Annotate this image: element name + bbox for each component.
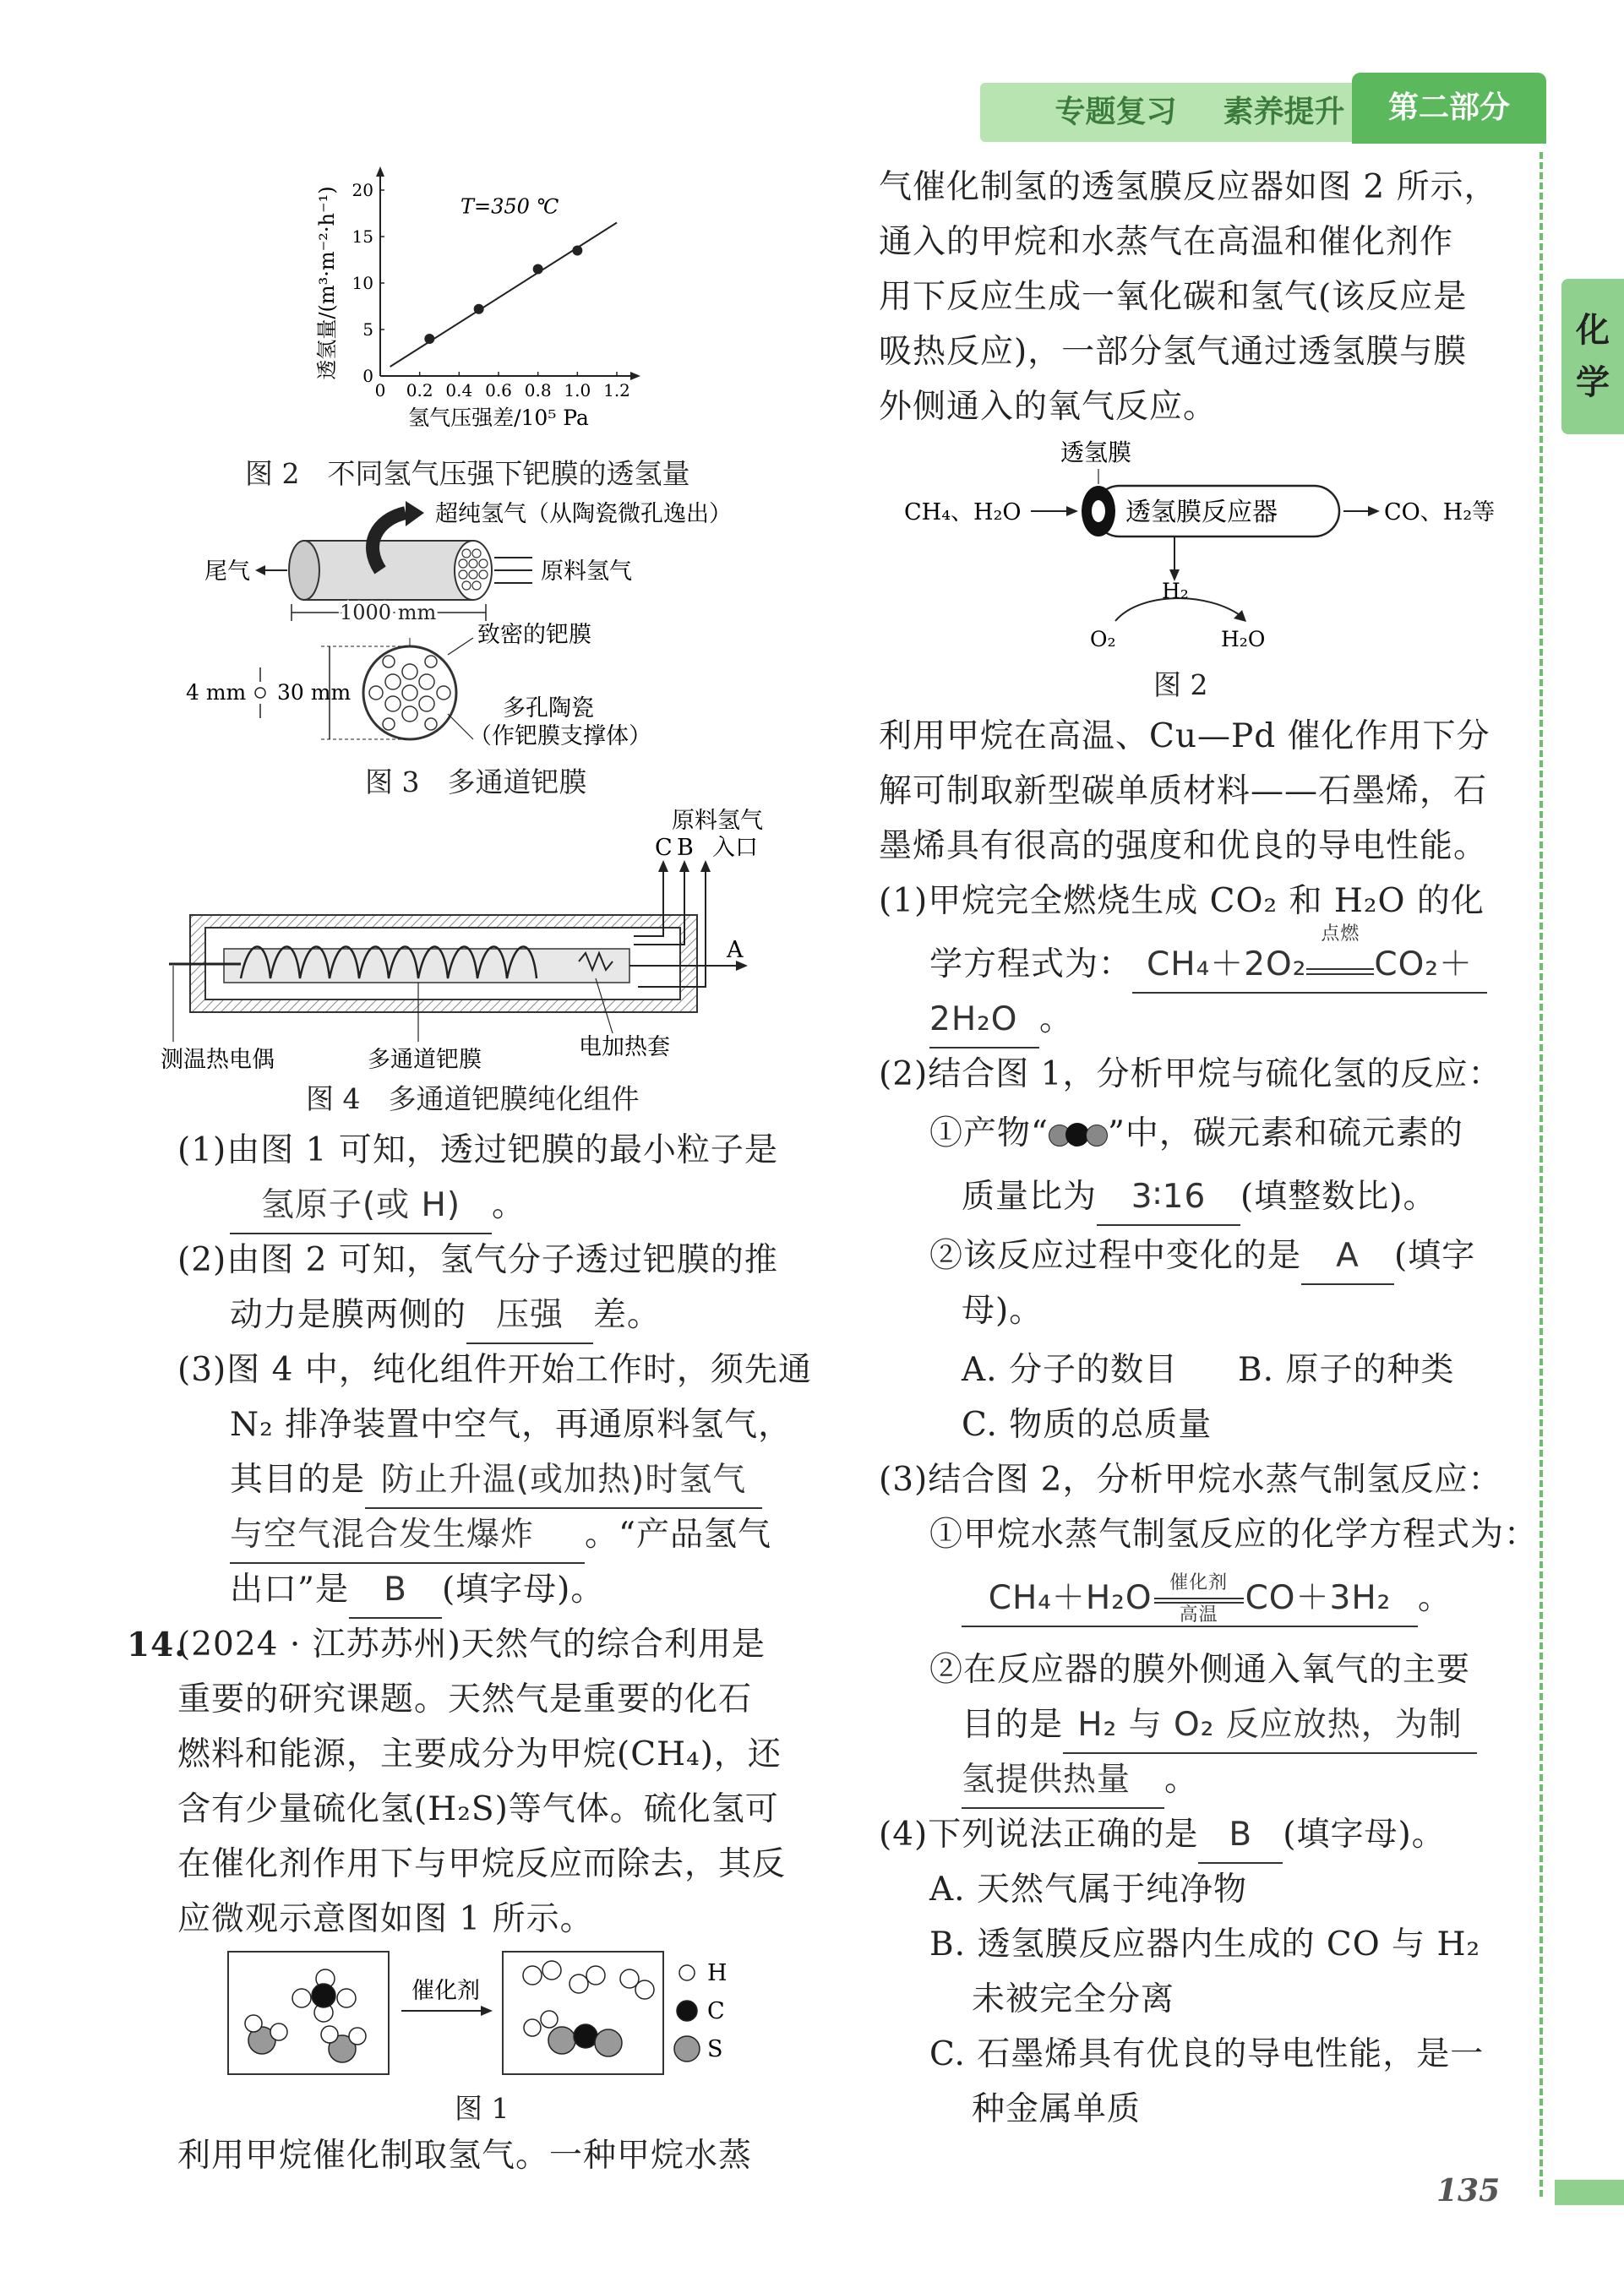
q14-part4-end: (填字母)。 [1283,1816,1446,1854]
q14-part4-answer: B [1198,1808,1283,1864]
fig1-before-box [228,1952,389,2074]
q14-right-line5: 外侧通入的氧气反应。 [879,388,1218,426]
fig4-label-raw-inlet2: 入口 [712,835,758,861]
fig1-caption: 图 1 [455,2092,510,2125]
q14-part3-eq-left: CH₄＋H₂O [988,1579,1153,1617]
q13-part3-answer1: 防止升温(或加热)时氢气 [365,1453,762,1509]
fig3-label-raw: 原料氢气 [541,558,632,585]
chart-data-point [474,304,484,314]
q13-part3-line5 [230,1563,604,1619]
q14-part3-sub1: ①甲烷水蒸气制氢反应的化学方程式为： [929,1516,1539,1554]
q14-part1-pre: 学方程式为： [929,945,1133,983]
fig3-tube-left-end [289,541,319,600]
chart-x-tick-label: 0.6 [485,380,512,400]
q14-part3-cond-bottom: 高温 [1179,1604,1218,1626]
q14-part2-sub1-l2-pre: 质量比为 [962,1178,1098,1216]
fig2-label-reactor: 透氢膜反应器 [1125,498,1278,527]
fig3-caption: 图 3 多通道钯膜 [365,765,587,798]
chart-y-tick-label: 0 [362,366,373,386]
page-number: 135 [1436,2173,1501,2209]
fig2-chart-caption: 图 2 不同氢气压强下钯膜的透氢量 [245,457,690,490]
q14-part3-cond-top: 催化剂 [1169,1571,1229,1593]
q13-part1-line2 [230,1179,526,1234]
q13-part2-end: 差。 [593,1296,662,1334]
chart-data-point [533,264,543,275]
fig1-catalyst-label: 催化剂 [411,1978,480,2004]
fig4-label-C: C [655,835,673,861]
q14-part3-eq-end: 。 [1418,1579,1452,1617]
q14-part3-sub2-answer2: 氢提供热量 [962,1753,1164,1809]
header-part-badge [1352,73,1546,144]
q14-part2-option-C: C. 物质的总质量 [962,1406,1213,1444]
q14-part2-sub2-answer: A [1301,1229,1394,1285]
page-divider-dashed [1540,152,1543,2197]
chart-y-tick-label: 20 [352,180,373,200]
q14-part3-sub2-line2 [962,1698,1477,1754]
chart-x-tick-label: 1.0 [564,380,591,400]
q14-right-line1: 气催化制氢的透氢膜反应器如图 2 所示， [879,168,1498,206]
fig2-chart [287,161,642,448]
q14-part4-option-B-line1: B. 透氢膜反应器内生成的 CO 与 H₂ [929,1925,1481,1963]
q13-part3-line3 [230,1453,762,1509]
q13-part1-answer: 氢原子(或 H) [230,1179,492,1234]
q14-part1-answer2: 2H₂O [929,993,1039,1048]
q14-part3-sub2-pre: 目的是 [962,1706,1064,1744]
chart-trendline [390,223,617,368]
q14-part4-option-A: A. 天然气属于纯净物 [929,1871,1247,1909]
fig3-diagram [186,494,803,756]
fig1-legend-C: C [707,1998,725,2024]
header-tab1-label: 专题复习 [1055,95,1177,129]
fig2-label-out: CO、H₂等 [1384,499,1496,526]
q14-part2-sub2-line1 [929,1229,1475,1285]
chart-xlabel: 氢气压强差/10⁵ Pa [408,406,589,430]
footer-accent-bar [1555,2180,1624,2205]
chart-x-tick-label: 1.2 [603,380,630,400]
fig2-label-O2: O₂ [1090,627,1116,651]
fig2-label-H2: H₂ [1162,579,1189,603]
q14-intro-line5: 在催化剂作用下与甲烷反应而除去，其反 [177,1845,787,1883]
q14-intro-line1: (2024 · 江苏苏州)天然气的综合利用是 [177,1626,766,1664]
q13-part3-line4-end: 。“产品氢气 [585,1516,771,1554]
chart-x-tick-label: 0.4 [445,380,473,400]
fig3-label-porous: 多孔陶瓷 [503,695,594,722]
q13-part3-line1: (3)图 4 中，纯化组件开始工作时，须先通 [177,1351,812,1389]
q14-left-last-line: 利用甲烷催化制取氢气。一种甲烷水蒸 [177,2137,753,2175]
q14-part2-sub1-pre: ①产物“ [929,1114,1049,1152]
q14-part3-sub2-end: 。 [1164,1761,1199,1799]
header-tab2-label: 素养提升 [1223,95,1345,129]
q14-part4-option-B-line2: 未被完全分离 [972,1980,1175,2018]
fig4-label-membrane: 多通道钯膜 [368,1047,482,1073]
fig4-label-raw-inlet1: 原料氢气 [672,808,763,834]
q14-part2-sub1-line2 [962,1170,1436,1226]
fig4-label-A: A [727,937,744,963]
q14-part4-option-C-line1: C. 石墨烯具有优良的导电性能，是一 [929,2035,1485,2073]
header-part-label: 第二部分 [1387,90,1510,125]
q14-part1-eq-right: CO₂＋ [1374,945,1473,983]
fig2-label-membrane: 透氢膜 [1060,438,1132,466]
fig3-label-tail: 尾气 [204,558,250,585]
q14-part2-sub1-post: ”中，碳元素和硫元素的 [1107,1114,1463,1152]
q13-part3-pre: 其目的是 [230,1461,366,1499]
q13-part3-line4 [230,1508,771,1564]
chart-x-tick-label: 0.2 [406,380,433,400]
q14-right-line2: 通入的甲烷和水蒸气在高温和催化剂作 [879,223,1454,261]
fig4-label-thermo: 测温热电偶 [161,1047,275,1073]
fig3-label-dense: 致密的钯膜 [477,622,591,648]
q14-part2-line1: (2)结合图 1，分析甲烷与硫化氢的反应： [879,1055,1502,1093]
q14-part2-sub2-end: (填字 [1394,1237,1476,1275]
fig3-label-support: （作钯膜支撑体） [469,723,651,749]
q14-part3-line1: (3)结合图 2，分析甲烷水蒸气制氢反应： [879,1461,1502,1499]
fig3-label-30mm: 30 mm [277,680,352,705]
q14-intro-line4: 含有少量硫化氢(H₂S)等气体。硫化氢可 [177,1790,779,1828]
q14-part2-sub2-pre: ②该反应过程中变化的是 [929,1237,1302,1275]
q13-part1-line1: (1)由图 1 可知，透过钯膜的最小粒子是 [177,1131,778,1169]
q14-number: 14. [127,1626,187,1664]
chart-x-tick-label: 0.8 [524,380,552,400]
fig4-label-heater: 电加热套 [579,1034,670,1060]
q14-part2-sub1-line1 [929,1107,1463,1161]
q14-part2-option-A: A. 分子的数目 [962,1351,1178,1389]
q14-part1-line3 [929,993,1073,1048]
fig3-label-4mm: 4 mm [186,680,247,705]
q13-part2-pre: 动力是膜两侧的 [230,1296,467,1334]
q14-part2-option-B: B. 原子的种类 [1238,1351,1455,1389]
q14-part3-equation [962,1571,1418,1627]
chart-ylabel: 透氢量/(m³·m⁻²·h⁻¹) [315,186,339,380]
q14-part1-eq-left: CH₄＋2O₂ [1147,945,1307,983]
q14-part2-sub1-answer: 3∶16 [1097,1170,1240,1226]
chart-y-arrow [376,166,384,177]
fig4-diagram [161,808,807,1073]
q13-part3-line2: N₂ 排净装置中空气，再通原料氢气， [230,1406,793,1444]
chart-data-point [572,246,582,256]
q14-intro-line2: 重要的研究课题。天然气是重要的化石 [177,1680,753,1718]
q14-part2-sub2-line2: 母)。 [962,1292,1044,1330]
q14-part1-condition: 点燃 [1321,923,1360,945]
q13-part2-answer: 压强 [466,1288,593,1344]
chart-data-point [424,334,434,344]
q13-part2-line1: (2)由图 2 可知，氢气分子透过钯膜的推 [177,1241,778,1279]
cs2-molecule-icon [1049,1123,1108,1148]
q14-right-line6: 利用甲烷在高温、Cu—Pd 催化作用下分 [879,717,1490,755]
q14-fig2-reactor-diagram [904,431,1496,659]
q14-part3-sub2-answer1: H₂ 与 O₂ 反应放热，为制 [1063,1698,1477,1754]
q14-right-line7: 解可制取新型碳单质材料——石墨烯，石 [879,772,1488,810]
chart-annotation: T=350 ℃ [460,194,559,219]
fig3-label-ultrapure: 超纯氢气（从陶瓷微孔逸出） [435,501,732,527]
q14-part4-line1 [879,1808,1446,1864]
chart-y-tick-label: 10 [352,273,373,293]
fig3-label-length: 1000 mm [340,601,437,624]
q14-intro-line3: 燃料和能源，主要成分为甲烷(CH₄)，还 [177,1735,782,1773]
header-band [929,73,1622,147]
q14-part4-pre: (4)下列说法正确的是 [879,1816,1199,1854]
fig4-label-B: B [677,835,694,861]
chart-y-tick-label: 15 [352,226,373,247]
q14-part1-line2 [929,923,1487,994]
q14-part3-eq-right: CO＋3H₂ [1245,1579,1392,1617]
q13-part1-end: 。 [492,1186,526,1224]
fig2-reactor-caption: 图 2 [1153,668,1208,701]
q14-part3-equation-line [962,1571,1452,1627]
q13-part3-line5-end: (填字母)。 [441,1571,605,1609]
chart-x-arrow [630,372,640,380]
fig1-legend-H: H [707,1960,728,1986]
fig1-legend-S: S [707,2036,723,2062]
q14-right-line4: 吸热反应)，一部分氢气通过透氢膜与膜 [879,333,1468,371]
q14-part1-equation [1132,923,1487,994]
q14-part4-option-C-line2: 种金属单质 [972,2090,1142,2128]
q13-part3-answer3: B [349,1563,442,1619]
q14-part1-line1: (1)甲烷完全燃烧生成 CO₂ 和 H₂O 的化 [879,882,1485,920]
fig4-caption: 图 4 多通道钯膜纯化组件 [306,1082,640,1115]
fig2-label-in: CH₄、H₂O [904,499,1022,526]
q14-fig1-diagram [224,1943,765,2083]
fig2-label-H2O: H₂O [1221,627,1266,651]
q14-part3-sub2-line1: ②在反应器的膜外侧通入氧气的主要 [929,1651,1471,1689]
q14-intro-line6: 应微观示意图如图 1 所示。 [177,1900,594,1938]
chart-x-tick-label: 0 [374,380,386,400]
fig3-tube-body [304,541,473,600]
subject-side-tab-label: 化学 [1576,311,1610,402]
q13-part3-line5-pre: 出口”是 [230,1571,349,1609]
q14-part2-sub1-l2-end: (填整数比)。 [1240,1178,1437,1216]
subject-side-tab [1561,279,1624,434]
q13-part2-line2 [230,1288,661,1344]
q14-right-line8: 墨烯具有很高的强度和优良的导电性能。 [879,827,1488,865]
q14-part3-sub2-line3 [962,1753,1198,1809]
chart-y-tick-label: 5 [362,319,373,340]
q14-right-line3: 用下反应生成一氧化碳和氢气(该反应是 [879,278,1468,316]
q13-part3-answer2: 与空气混合发生爆炸 [230,1508,585,1564]
q14-part1-end: 。 [1039,1000,1074,1038]
